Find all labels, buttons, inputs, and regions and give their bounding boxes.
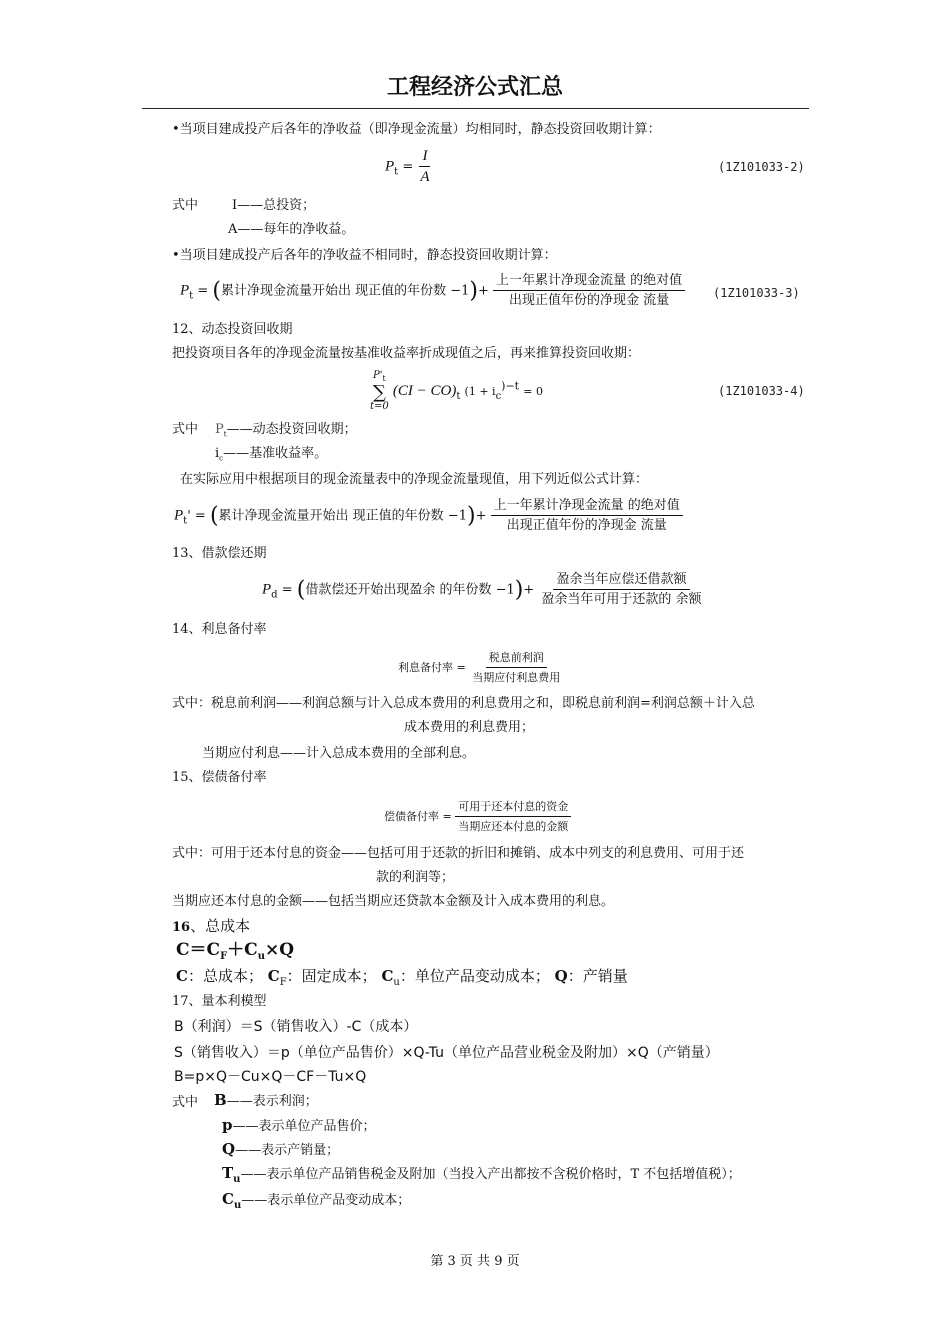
- f5-den: 盈余当年可用于还款的 余额: [541, 592, 702, 607]
- s17-p: p: [222, 1116, 233, 1134]
- f3-sum-bottom: t=0: [370, 401, 389, 412]
- s1-def1: I——总投资；: [232, 198, 316, 213]
- f6-lhs: 利息备付率 =: [398, 661, 466, 674]
- f3-rhs: = 0: [523, 385, 543, 398]
- s17-def-tu: [222, 1165, 741, 1188]
- formula-1: $P_t$ = $\frac{I}{A}$: [385, 148, 433, 186]
- page-footer: 第 3 页 共 9 页: [430, 1254, 520, 1269]
- f1-lhs: P: [385, 158, 395, 175]
- h16-num: 16: [172, 920, 191, 935]
- s17-cu-sub: u: [233, 1200, 242, 1211]
- f3-factor-exp: )−t: [501, 379, 520, 393]
- s12-def-label: 式中: [172, 422, 199, 437]
- s17-def-cu: [222, 1191, 410, 1214]
- s12b-text: 在实际应用中根据项目的现金流量表中的净现金流量现值，用下列近似公式计算：: [180, 472, 649, 487]
- f7-fraction: [455, 799, 571, 835]
- f2-lhs: P: [180, 282, 190, 299]
- f1-den: A: [420, 169, 430, 185]
- s14-def-b: 成本费用的利息费用；: [404, 720, 535, 735]
- s15-def-b: 款的利润等；: [376, 870, 455, 885]
- s14-def-c: 当期应付利息——计入总成本费用的全部利息。: [202, 746, 476, 761]
- f1-sub: t: [394, 166, 399, 178]
- s1-def2: A——每年的净收益。: [228, 222, 355, 237]
- s17-label: 式中: [172, 1095, 199, 1110]
- formula-2: $P_t$ = (累计净现金流量开始出 现正值的年份数 −1)+ $\frac{\text{上一年累计净现金流量 的绝对值}}{\text{出现正值年份的净现金 流量}}$: [180, 273, 685, 309]
- formula-7: [384, 799, 571, 835]
- s12-def2-sym: i: [215, 446, 220, 461]
- h16-text: 、总成本: [190, 917, 251, 935]
- s15-def-c: 当期应还本付息的金额——包括当期应还贷款本金额及计入成本费用的利息。: [172, 894, 615, 909]
- s17-cu: C: [222, 1190, 234, 1208]
- f5-fraction: [538, 572, 704, 608]
- f2-code: (1Z101033-3): [713, 286, 800, 300]
- s16-cu: C: [381, 967, 394, 985]
- f3-sum: [370, 370, 389, 413]
- s16-q-text: ：产销量: [567, 967, 628, 985]
- heading-15: 15、偿债备付率: [172, 770, 267, 785]
- s17-p-text: ——表示单位产品售价；: [232, 1119, 376, 1134]
- heading-17: 17、量本利模型: [172, 994, 267, 1009]
- s1-text: •当项目建成投产后各年的净收益（即净现金流量）均相同时，静态投资回收期计算：: [172, 122, 661, 137]
- f8-b-sub: u: [257, 951, 265, 962]
- f7-den: 当期应还本付息的金额: [458, 820, 569, 833]
- heading-16: [172, 916, 250, 938]
- f5-inner: 借款偿还开始出现盈余 的年份数 −1: [305, 582, 515, 598]
- s17-tu-sub: u: [233, 1174, 241, 1185]
- s17-q-text: ——表示产销量；: [235, 1143, 340, 1158]
- f4-den: 出现正值年份的净现金 流量: [506, 518, 667, 533]
- f3-body-sub: t: [456, 391, 461, 402]
- f2-sub: t: [189, 290, 194, 302]
- s12-def1-text: ——动态投资回收期；: [226, 422, 357, 437]
- f4-num: 上一年累计净现金流量 的绝对值: [491, 498, 683, 516]
- s17-def-b: [214, 1092, 318, 1110]
- f2-den: 出现正值年份的净现金 流量: [509, 293, 670, 308]
- s14-def-a: 式中：税息前利润——利润总额与计入总成本费用的利息费用之和，即税息前利润=利润总额＋计入总: [172, 696, 755, 711]
- s16-q: Q: [554, 967, 568, 985]
- f2-fraction: [493, 273, 685, 309]
- f5-sub: d: [271, 589, 278, 601]
- f6-num: 税息前利润: [486, 650, 547, 668]
- s12-def2-text: ——基准收益率。: [223, 446, 328, 461]
- formula-9c: B=p×Q－Cu×Q－CF－Tu×Q: [174, 1069, 367, 1085]
- s12-def1-sym: P: [215, 422, 224, 437]
- f1-fraction: [417, 148, 432, 186]
- s17-cu-text: ——表示单位产品变动成本；: [241, 1193, 411, 1208]
- f3-sum-top-sub: t: [382, 374, 386, 383]
- s12-def2-sub: c: [219, 454, 224, 463]
- formula-8: [176, 940, 294, 967]
- f5-num: 盈余当年应偿还借款额: [553, 572, 689, 590]
- s16-c-text: ：总成本；: [187, 967, 263, 985]
- s17-def-p: [222, 1117, 376, 1135]
- s17-def-q: [222, 1141, 339, 1159]
- f4-lhs: P: [174, 507, 184, 524]
- formula-3: [370, 370, 543, 413]
- formula-4: $P_t'$ = (累计净现金流量开始出 现正值的年份数 −1)+ $\frac{\text{上一年累计净现金流量 的绝对值}}{\text{出现正值年份的净现金 流量}}$: [174, 498, 683, 534]
- sigma-icon: ∑: [372, 382, 386, 403]
- s2-text: •当项目建成投产后各年的净收益不相同时，静态投资回收期计算：: [172, 248, 557, 263]
- f3-sum-top: P': [373, 370, 383, 381]
- s16-cf: C: [267, 967, 280, 985]
- formula-9a: B（利润）＝S（销售收入）-C（成本）: [174, 1019, 418, 1035]
- formula-5: $P_d$ = (借款偿还开始出现盈余 的年份数 −1)+ $\frac{\text{盈余当年应偿还借款额}}{\text{盈余当年可用于还款的 余额}}$: [262, 572, 705, 608]
- s12-text: 把投资项目各年的净现金流量按基准收益率折成现值之后，再来推算投资回收期：: [172, 346, 641, 361]
- heading-13: 13、借款偿还期: [172, 546, 267, 561]
- f4-sub: t: [183, 515, 188, 527]
- f2-num: 上一年累计净现金流量 的绝对值: [493, 273, 685, 291]
- heading-12: 12、动态投资回收期: [172, 322, 293, 337]
- f8-c: ×Q: [264, 940, 295, 960]
- f4-fraction: [491, 498, 683, 534]
- f8-a-sub: F: [220, 951, 228, 962]
- page-title: 工程经济公式汇总: [386, 75, 563, 100]
- f6-fraction: [469, 650, 563, 686]
- f7-lhs: 偿债备付率 =: [384, 810, 452, 823]
- s15-def-a: 式中：可用于还本付息的资金——包括可用于还款的折旧和摊销、成本中列支的利息费用、可用于还: [172, 846, 745, 861]
- f2-inner: 累计净现金流量开始出 现正值的年份数 −1: [220, 283, 470, 299]
- s17-b: B: [214, 1091, 227, 1109]
- s17-b-text: ——表示利润；: [226, 1094, 318, 1109]
- s12-def2: [215, 446, 327, 467]
- s1-def-label: 式中: [172, 198, 199, 213]
- s17-tu: T: [222, 1164, 234, 1182]
- s12-def1-sub: t: [223, 430, 227, 439]
- title-divider: [142, 108, 809, 109]
- s12-def1: [215, 422, 357, 443]
- f3-factor: (1 + i: [464, 385, 496, 398]
- formula-6: [398, 650, 563, 686]
- f3-code: (1Z101033-4): [718, 384, 805, 398]
- f1-code: (1Z101033-2): [718, 160, 805, 174]
- f1-num: I: [422, 148, 428, 164]
- s16-cu-sub: u: [393, 977, 400, 988]
- s17-tu-text: ——表示单位产品销售税金及附加（当投入产出都按不含税价格时，T 不包括增值税）；: [240, 1167, 741, 1182]
- f3-body: (CI − CO): [392, 383, 457, 399]
- s16-cf-sub: F: [279, 977, 287, 988]
- s16-cu-text: ：单位产品变动成本；: [399, 967, 550, 985]
- s16-cf-text: ：固定成本；: [286, 967, 377, 985]
- f6-den: 当期应付利息费用: [472, 671, 561, 684]
- heading-14: 14、利息备付率: [172, 622, 267, 637]
- f8-a: C＝C: [176, 940, 221, 960]
- f7-num: 可用于还本付息的资金: [455, 799, 571, 817]
- formula-9b: S（销售收入）＝p（单位产品售价）×Q-Tu（单位产品营业税金及附加）×Q（产销量）: [174, 1045, 719, 1061]
- f5-lhs: P: [262, 581, 272, 598]
- f4-inner: 累计净现金流量开始出 现正值的年份数 −1: [218, 508, 467, 524]
- s16-c: C: [176, 967, 188, 985]
- f3-factor-sub: c: [495, 391, 502, 402]
- f4-prime: ': [187, 508, 191, 524]
- s16-legend: [176, 966, 628, 993]
- f8-b: ＋C: [227, 940, 258, 960]
- s17-q: Q: [222, 1140, 236, 1158]
